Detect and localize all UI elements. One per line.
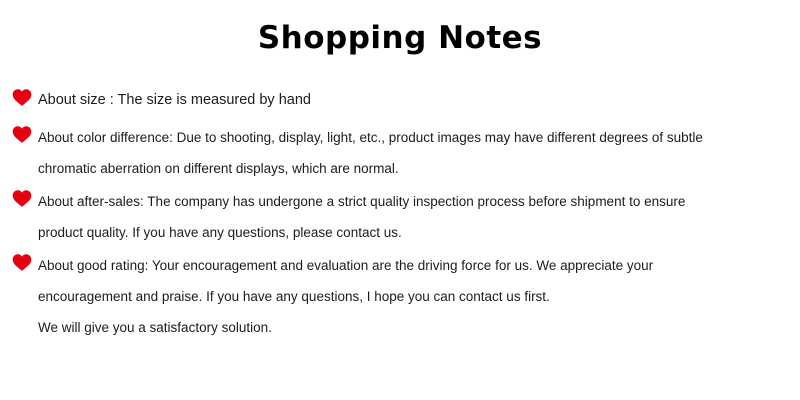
note-line: About size : The size is measured by hand — [38, 92, 311, 109]
note-line: About color difference: Due to shooting, display, light, etc., product images may have different degrees of subtle — [38, 130, 703, 146]
note-line: About good rating: Your encouragement and evaluation are the driving force for us. We appreciate your — [38, 258, 654, 274]
note-line: We will give you a satisfactory solution. — [38, 320, 272, 336]
list-item — [6, 186, 786, 248]
notes-list — [0, 85, 800, 343]
note-body — [38, 250, 786, 343]
note-line: encouragement and praise. If you have any questions, I hope you can contact us first. — [38, 289, 550, 305]
list-item — [6, 85, 786, 116]
heart-icon — [6, 250, 38, 271]
list-item — [6, 122, 786, 184]
note-line: product quality. If you have any questions, please contact us. — [38, 225, 402, 241]
note-body — [38, 122, 786, 184]
note-body — [38, 186, 786, 248]
list-item — [6, 250, 786, 343]
note-line: chromatic aberration on different displays, which are normal. — [38, 161, 399, 177]
heart-icon — [6, 186, 38, 207]
heart-icon — [6, 85, 38, 106]
note-body — [38, 85, 786, 116]
note-line: About after-sales: The company has undergone a strict quality inspection process before shipment to ensure — [38, 194, 686, 210]
page-title: Shopping Notes — [257, 20, 543, 56]
heart-icon — [6, 122, 38, 143]
